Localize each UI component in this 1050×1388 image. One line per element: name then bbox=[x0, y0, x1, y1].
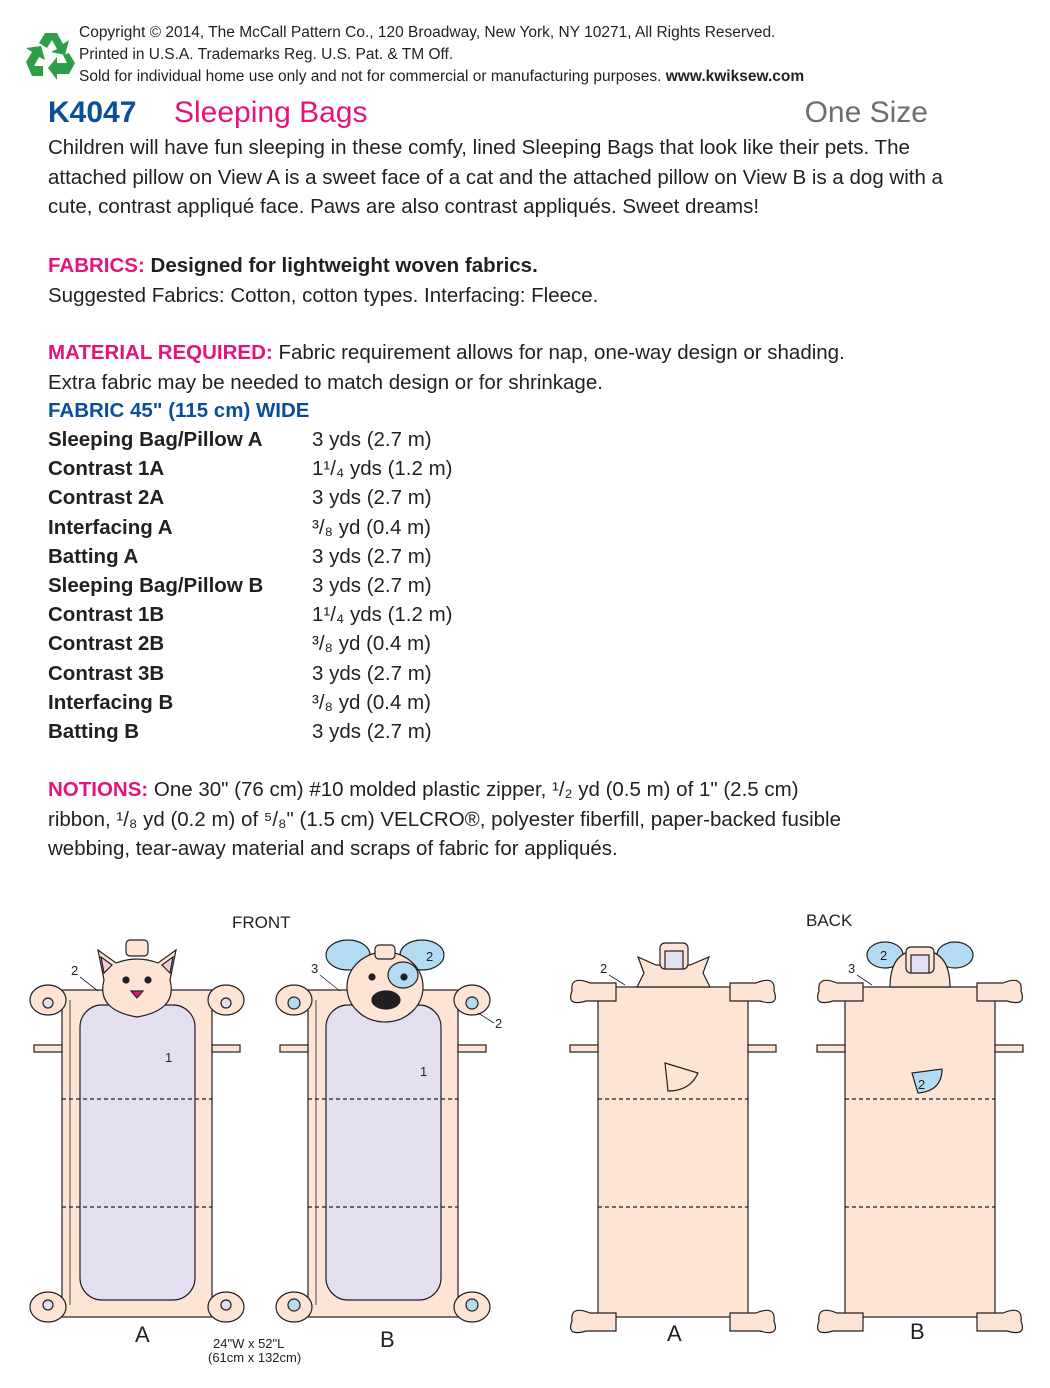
table-row bbox=[48, 454, 453, 483]
title-row bbox=[48, 96, 928, 136]
callout-3: 3 bbox=[848, 961, 856, 976]
dimension-line-1: 24"W x 52"L bbox=[213, 1336, 285, 1351]
description: Children will have fun sleeping in these comfy, lined Sleeping Bags that look like their pets. The attached pillow on View A is a sweet face of a cat and the attached pillow on View B is a dog with a cute, contrast appliqué face. Paws are also contrast appliqués. Sweet dreams! bbox=[48, 136, 943, 218]
callout-2: 2 bbox=[495, 1016, 503, 1031]
callout-2: 2 bbox=[918, 1077, 926, 1092]
row-amount: 1¹/₄ yds (1.2 m) bbox=[312, 457, 453, 481]
row-item: Interfacing B bbox=[48, 690, 174, 714]
usage-text: Sold for individual home use only and not for commercial or manufacturing purposes. bbox=[79, 68, 662, 85]
row-item: Contrast 1A bbox=[48, 457, 165, 481]
technical-illustration bbox=[0, 895, 1050, 1388]
table-row bbox=[48, 483, 453, 512]
row-item: Contrast 2B bbox=[48, 632, 165, 656]
table-row bbox=[48, 659, 453, 688]
row-amount: 3 yds (2.7 m) bbox=[312, 719, 432, 743]
material-table bbox=[48, 425, 453, 746]
copyright-block bbox=[79, 22, 804, 88]
pattern-code: K4047 bbox=[48, 96, 137, 129]
callout-2: 2 bbox=[880, 948, 888, 963]
front-view-a bbox=[30, 940, 244, 1347]
material-section bbox=[48, 338, 968, 397]
material-text-2: Extra fabric may be needed to match design or for shrinkage. bbox=[48, 370, 603, 394]
table-row bbox=[48, 542, 453, 571]
row-item: Sleeping Bag/Pillow B bbox=[48, 573, 264, 597]
notions-label: NOTIONS: bbox=[48, 778, 149, 801]
view-b-label: B bbox=[380, 1327, 395, 1352]
row-amount: ³/₈ yd (0.4 m) bbox=[312, 690, 431, 714]
back-view-a bbox=[570, 943, 776, 1346]
notions-line-1: One 30" (76 cm) #10 molded plastic zipper, ¹/₂ yd (0.5 m) of 1" (2.5 cm) bbox=[153, 778, 799, 801]
printed-line: Printed in U.S.A. Trademarks Reg. U.S. Pat. & TM Off. bbox=[79, 46, 454, 63]
notions-section bbox=[48, 775, 968, 864]
recycle-icon bbox=[23, 31, 77, 83]
row-item: Contrast 1B bbox=[48, 603, 165, 627]
copyright-line: Copyright © 2014, The McCall Pattern Co., 120 Broadway, New York, NY 10271, All Rights Reserved. bbox=[79, 24, 776, 41]
material-label: MATERIAL REQUIRED: bbox=[48, 341, 273, 364]
row-item: Interfacing A bbox=[48, 515, 173, 539]
fabrics-suggested: Suggested Fabrics: Cotton, cotton types. Interfacing: Fleece. bbox=[48, 283, 599, 307]
row-item: Sleeping Bag/Pillow A bbox=[48, 428, 263, 451]
table-row bbox=[48, 571, 453, 600]
table-row bbox=[48, 513, 453, 542]
callout-1: 1 bbox=[420, 1064, 428, 1079]
notions-line-3: webbing, tear-away material and scraps of fabric for appliqués. bbox=[48, 837, 618, 860]
row-amount: 1¹/₄ yds (1.2 m) bbox=[312, 603, 453, 627]
pattern-title: Sleeping Bags bbox=[174, 96, 368, 129]
table-row bbox=[48, 717, 453, 746]
usage-line bbox=[79, 66, 804, 88]
dimension-line-2: (61cm x 132cm) bbox=[208, 1350, 302, 1365]
view-b-label: B bbox=[910, 1319, 925, 1344]
table-row bbox=[48, 600, 453, 629]
callout-2: 2 bbox=[600, 961, 608, 976]
row-item: Contrast 2A bbox=[48, 486, 165, 510]
table-row bbox=[48, 688, 453, 717]
callout-1: 1 bbox=[165, 1050, 173, 1065]
back-label: BACK bbox=[806, 911, 853, 930]
fabrics-section bbox=[48, 251, 968, 310]
table-row bbox=[48, 629, 453, 658]
notions-line-2: ribbon, ¹/₈ yd (0.2 m) of ⁵/₈" (1.5 cm) VELCRO®, polyester fiberfill, paper-backed fusible bbox=[48, 807, 842, 831]
website-link[interactable]: www.kwiksew.com bbox=[665, 68, 805, 85]
row-amount: 3 yds (2.7 m) bbox=[312, 428, 432, 451]
table-row bbox=[48, 425, 453, 454]
callout-2: 2 bbox=[71, 963, 79, 978]
fabrics-headline: Designed for lightweight woven fabrics. bbox=[150, 254, 538, 277]
row-amount: ³/₈ yd (0.4 m) bbox=[312, 632, 431, 656]
row-item: Contrast 3B bbox=[48, 661, 165, 685]
material-text-1: Fabric requirement allows for nap, one-way design or shading. bbox=[278, 341, 845, 364]
view-a-label: A bbox=[135, 1322, 150, 1347]
callout-3: 3 bbox=[311, 961, 319, 976]
row-item: Batting A bbox=[48, 544, 139, 568]
view-a-label: A bbox=[667, 1321, 682, 1346]
row-amount: ³/₈ yd (0.4 m) bbox=[312, 515, 431, 539]
row-amount: 3 yds (2.7 m) bbox=[312, 544, 432, 568]
fabric-width-heading: FABRIC 45" (115 cm) WIDE bbox=[48, 399, 310, 422]
front-view-b bbox=[276, 940, 502, 1352]
row-amount: 3 yds (2.7 m) bbox=[312, 661, 432, 685]
row-amount: 3 yds (2.7 m) bbox=[312, 486, 432, 510]
callout-2: 2 bbox=[426, 949, 434, 964]
row-item: Batting B bbox=[48, 719, 140, 743]
back-view-b bbox=[817, 942, 1023, 1344]
front-label: FRONT bbox=[232, 913, 291, 932]
fabrics-label: FABRICS: bbox=[48, 254, 145, 277]
pattern-size: One Size bbox=[804, 96, 928, 129]
row-amount: 3 yds (2.7 m) bbox=[312, 573, 432, 597]
